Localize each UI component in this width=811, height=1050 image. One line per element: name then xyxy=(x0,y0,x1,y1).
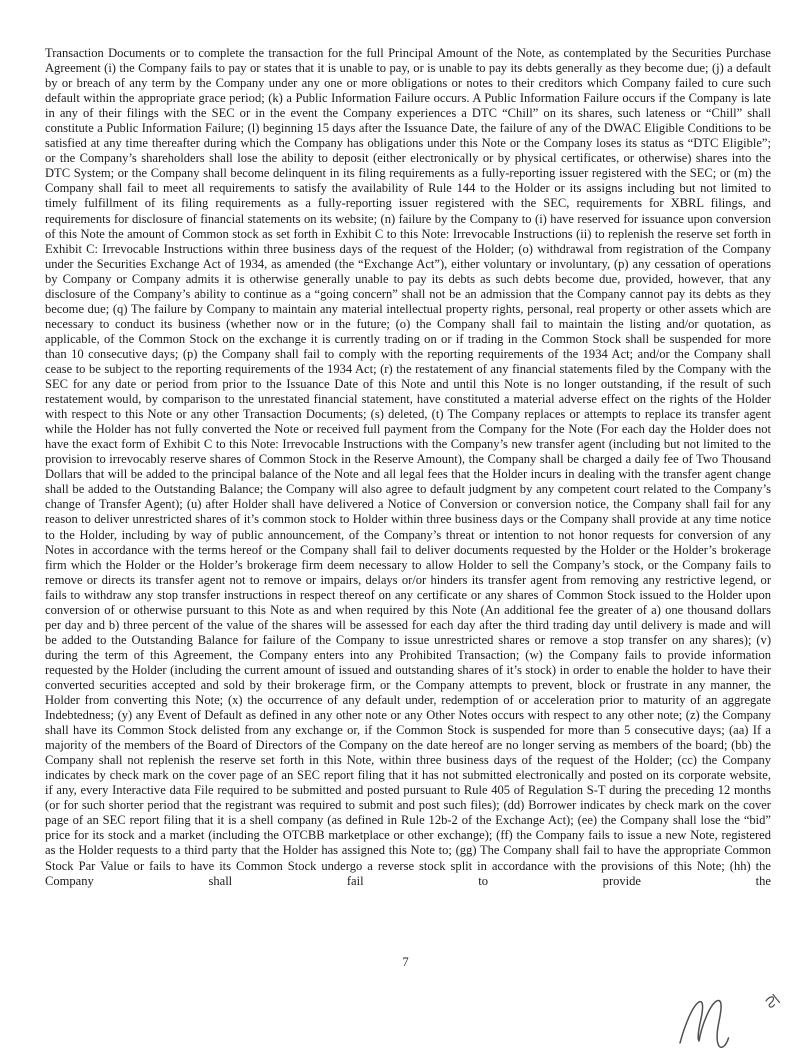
body-text-paragraph: Transaction Documents or to complete the transaction for the full Principal Amount of the Note, as contemplated by the Securities Purchase Agreement (i) the Company fails to pay or states that it is unable to pay, or is unable to pay its debts generally as they become due; (j) a default by or breach of any term by the Company under any one or more obligations or notes to their creditors which Company failed to cure such default within the appropriate grace period; (k) a Public Information Failure occurs. A Public Information Failure occurs if the Company is late in any of their filings with the SEC or in the event the Company experiences a DTC “Chill” on its shares, such lateness or “Chill” shall constitute a Public Information Failure; (l) beginning 15 days after the Issuance Date, the failure of any of the DWAC Eligible Conditions to be satisfied at any time thereafter during which the Company has obligations under this Note or the Company loses its status as “DTC Eligible”; or the Company’s shareholders shall lose the ability to deposit (either electronically or by physical certificates, or otherwise) shares into the DTC System; or the Company shall become delinquent in its filing requirements as a fully-reporting issuer registered with the SEC; or (m) the Company shall fail to meet all requirements to satisfy the availability of Rule 144 to the Holder or its assigns including but not limited to timely fulfillment of its filing requirements as a fully-reporting issuer registered with the SEC, requirements for XBRL filings, and requirements for disclosure of financial statements on its website; (n) failure by the Company to (i) have reserved for issuance upon conversion of this Note the amount of Common stock as set forth in Exhibit C to this Note: Irrevocable Instructions (ii) to replenish the reserve set forth in Exhibit C: Irrevocable Instructions within three business days of the request of the Holder; (o) withdrawal from registration of the Company under the Securities Exchange Act of 1934, as amended (the “Exchange Act”), either voluntary or involuntary, (p) any cessation of operations by Company or Company admits it is otherwise generally unable to pay its debts as such debts become due, provided, however, that any disclosure of the Company’s ability to continue as a “going concern” shall not be an admission that the Company cannot pay its debts as they become due; (q) The failure by Company to maintain any material intellectual property rights, personal, real property or other assets which are necessary to conduct its business (whether now or in the future; (o) the Company shall fail to maintain the listing and/or quotation, as applicable, of the Common Stock on the exchange it is currently trading on or if trading in the Common Stock shall be suspended for more than 10 consecutive days; (p) the Company shall fail to comply with the reporting requirements of the 1934 Act; and/or the Company shall cease to be subject to the reporting requirements of the 1934 Act; (r) the restatement of any financial statements filed by the Company with the SEC for any date or period from prior to the Issuance Date of this Note and until this Note is no longer outstanding, if the result of such restatement would, by comparison to the unrestated financial statement, have constituted a material adverse effect on the rights of the Holder with respect to this Note or any other Transaction Documents; (s) deleted, (t) The Company replaces or attempts to replace its transfer agent while the Holder has not fully converted the Note or received full payment from the Company for the Note (For each day the Holder does not have the exact form of Exhibit C to this Note: Irrevocable Instructions with the Company’s new transfer agent (including but not limited to the provision to irrevocably reserve shares of Common Stock in the Reserve Amount), the Company shall be charged a daily fee of Two Thousand Dollars that will be added to the principal balance of the Note and all legal fees that the Holder incurs in dealing with the transfer agent change shall be added to the Outstanding Balance; the Company will also agree to default judgment by any competent court related to the Company’s change of Transfer Agent); (u) after Holder shall have delivered a Notice of Conversion or conversion notice, the Company shall fail for any reason to deliver unrestricted shares of it’s common stock to Holder within three business days or the Company shall provide at any time notice to the Holder, including by way of public announcement, of the Company’s threat or intention to not honor requests for conversion of any Notes in accordance with the terms hereof or the Company shall fail to deliver documents requested by the Holder or the Holder’s brokerage firm which the Holder or the Holder’s brokerage firm deem necessary to allow Holder to sell the Company’s stock, or the Company fails to remove or directs its transfer agent not to remove or impairs, delays or/or hinders its transfer agent from removing any restrictive legend, or fails to withdraw any stop transfer instructions in respect thereof on any certificate or any shares of Common Stock issued to the Holder upon conversion of or otherwise pursuant to this Note as and when required by this Note (An additional fee the greater of a) one thousand dollars per day and b) three percent of the value of the shares will be assessed for each day after the third trading day until delivery is made and will be added to the Outstanding Balance for failure of the Company to issue unrestricted shares or remove a stop transfer on any shares); (v) during the term of this Agreement, the Company enters into any Prohibited Transaction; (w) the Company fails to provide information requested by the Holder (including the current amount of issued and outstanding shares of it’s stock) in order to enable the holder to have their converted securities accepted and sold by their brokerage firm, or the Company attempts to prevent, block or frustrate in any manner, the Holder from converting this Note; (x) the occurrence of any default under, redemption of or acceleration prior to maturity of an aggregate Indebtedness; (y) any Event of Default as defined in any other note or any Other Notes occurs with respect to any other note; (z) the Company shall have its Common Stock delisted from any exchange or, if the Common Stock is suspended for more than 5 consecutive days; (aa) If a majority of the members of the Board of Directors of the Company on the date hereof are no longer serving as members of the board; (bb) the Company shall not replenish the reserve set forth in this Note, within three business days of the request of the Holder; (cc) the Company indicates by check mark on the cover page of an SEC report filing that it has not submitted electronically and posted on its corporate website, if any, every Interactive data File required to be submitted and posted pursuant to Rule 405 of Regulation S-T during the preceding 12 months (or for such shorter period that the registrant was required to submit and post such files); (dd) Borrower indicates by check mark on the cover page of an SEC report filing that it is a shell company (as defined in Rule 12b-2 of the Exchange Act); (ee) the Company shall lose the “bid” price for its stock and a market (including the OTCBB marketplace or other exchange); (ff) the Company fails to issue a new Note, registered as the Holder requests to a third party that the Holder has assigned this Note to; (gg) The Company shall fail to have the appropriate Common Stock Par Value or fails to have its Common Stock undergo a reverse stock split in accordance with the provisions of this Note; (hh) the Company shall fail to provide the xyxy=(45,46,772,888)
page-number: 7 xyxy=(402,955,409,969)
handwritten-initials-icon xyxy=(673,992,785,1050)
